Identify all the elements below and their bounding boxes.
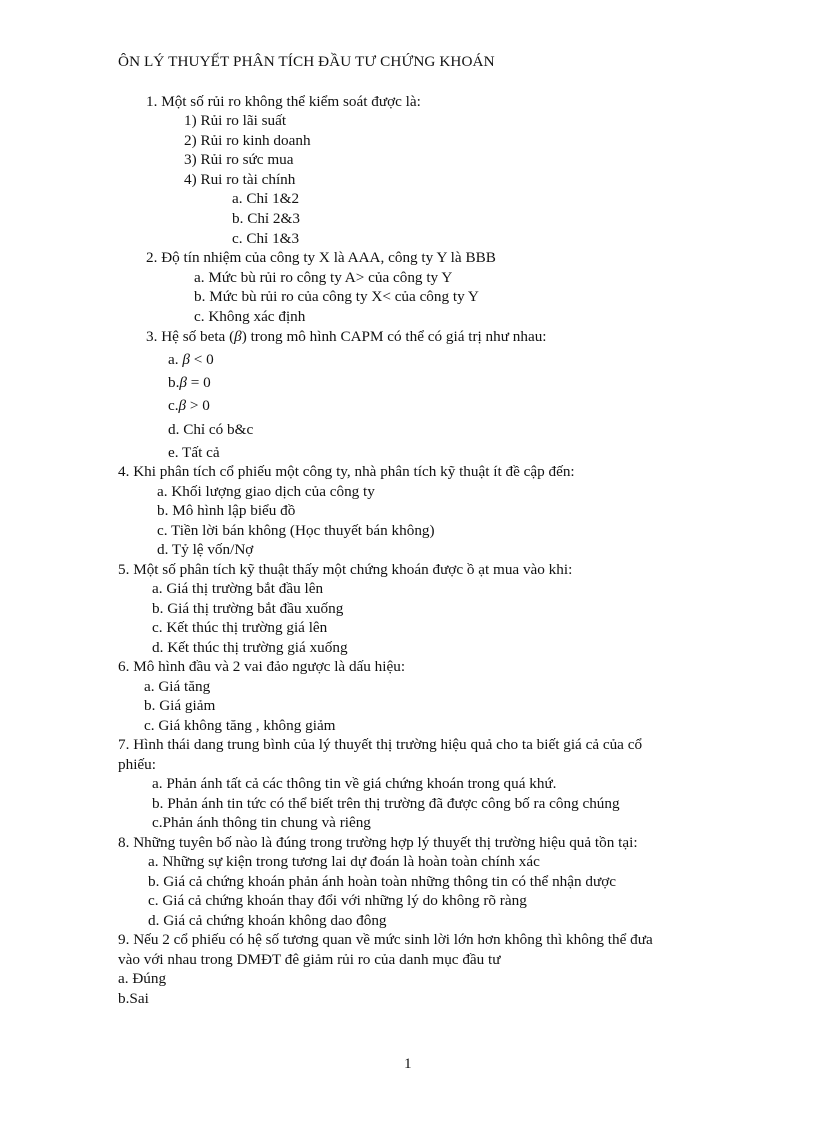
q8-option-d: d. Giá cả chứng khoán không dao đông xyxy=(148,912,387,929)
q7-option-a: a. Phản ánh tất cả các thông tin về giá chứng khoán trong quá khứ. xyxy=(152,775,557,792)
q9-option-b: b.Sai xyxy=(118,990,149,1007)
q1-item-3: 3) Rủi ro sức mua xyxy=(184,151,294,168)
q8-option-a: a. Những sự kiện trong tương lai dự đoán là hoàn toàn chính xác xyxy=(148,853,540,870)
beta-symbol: β xyxy=(178,397,187,414)
q1-item-1: 1) Rủi ro lãi suất xyxy=(184,112,287,129)
q1-option-c: c. Chỉ 1&3 xyxy=(232,230,300,247)
question-6: 6. Mô hình đầu và 2 vai đảo ngược là dấu hiệu: xyxy=(118,658,406,675)
q4-option-a: a. Khối lượng giao dịch của công ty xyxy=(157,483,375,500)
question-2: 2. Độ tín nhiệm của công ty X là AAA, công ty Y là BBB xyxy=(146,249,496,266)
question-3 xyxy=(146,327,547,346)
q3-option-a-label: a. xyxy=(168,351,179,368)
beta-symbol: β xyxy=(179,374,187,391)
q3-option-d: d. Chỉ có b&c xyxy=(168,421,254,438)
q3-suffix: ) trong mô hình CAPM có thể có giá trị như nhau: xyxy=(241,328,547,345)
question-4: 4. Khi phân tích cổ phiếu một công ty, nhà phân tích kỹ thuật ít đề cập đến: xyxy=(118,463,575,480)
q3-option-b-label: b. xyxy=(168,374,180,391)
q2-option-b: b. Mức bù rủi ro của công ty X< của công ty Y xyxy=(194,288,479,305)
q3-option-b-math: = 0 xyxy=(186,374,211,391)
q3-option-b xyxy=(168,373,211,392)
q4-option-d: d. Tỷ lệ vốn/Nợ xyxy=(157,541,254,558)
q3-option-a xyxy=(168,350,214,369)
q5-option-c: c. Kết thúc thị trường giá lên xyxy=(152,619,328,636)
q3-prefix: 3. Hệ số beta ( xyxy=(146,328,235,345)
q3-option-e: e. Tất cả xyxy=(168,444,220,461)
q5-option-d: d. Kết thúc thị trường giá xuống xyxy=(152,639,348,656)
q4-option-c: c. Tiền lời bán không (Học thuyết bán không) xyxy=(157,522,435,539)
q8-option-c: c. Giá cả chứng khoán thay đổi với những lý do không rõ ràng xyxy=(148,892,527,909)
q1-item-4: 4) Rui ro tài chính xyxy=(184,171,296,188)
q6-option-a: a. Giá tăng xyxy=(144,678,211,695)
question-7-line-2: phiếu: xyxy=(118,756,156,773)
q6-option-c: c. Giá không tăng , không giảm xyxy=(144,717,336,734)
q3-option-a-math: < 0 xyxy=(189,351,214,368)
q4-option-b: b. Mô hình lập biểu đồ xyxy=(157,502,296,519)
q9-option-a: a. Đúng xyxy=(118,970,167,987)
page-number: 1 xyxy=(404,1055,412,1072)
q2-option-c: c. Không xác định xyxy=(194,308,306,325)
beta-symbol: β xyxy=(234,328,242,345)
q1-option-a: a. Chỉ 1&2 xyxy=(232,190,300,207)
q3-option-c xyxy=(168,396,210,415)
q7-option-b: b. Phản ánh tin tức có thể biết trên thị trường đã được công bố ra công chúng xyxy=(152,795,620,812)
q3-option-c-label: c. xyxy=(168,397,179,414)
q7-option-c: c.Phản ánh thông tin chung và riêng xyxy=(152,814,371,831)
q2-option-a: a. Mức bù rủi ro công ty A> của công ty Y xyxy=(194,269,453,286)
q6-option-b: b. Giá giảm xyxy=(144,697,216,714)
question-7-line-1: 7. Hình thái dang trung bình của lý thuyết thị trường hiệu quả cho ta biết giá cả của cổ xyxy=(118,736,643,753)
q8-option-b: b. Giá cả chứng khoán phản ánh hoàn toàn những thông tin có thể nhận dược xyxy=(148,873,616,890)
question-9-line-1: 9. Nếu 2 cổ phiếu có hệ số tương quan về mức sinh lời lớn hơn không thì không thể đưa xyxy=(118,931,653,948)
q5-option-b: b. Giá thị trường bắt đầu xuống xyxy=(152,600,344,617)
q5-option-a: a. Giá thị trường bắt đầu lên xyxy=(152,580,324,597)
question-9-line-2: vào với nhau trong DMĐT đê giảm rủi ro của danh mục đầu tư xyxy=(118,951,501,968)
q1-option-b: b. Chỉ 2&3 xyxy=(232,210,300,227)
title: ÔN LÝ THUYẾT PHÂN TÍCH ĐẦU TƯ CHỨNG KHOÁN xyxy=(118,53,495,70)
beta-symbol: β xyxy=(182,351,190,368)
question-8: 8. Những tuyên bố nào là đúng trong trường hợp lý thuyết thị trường hiệu quả tồn tại: xyxy=(118,834,638,851)
question-1: 1. Một số rủi ro không thể kiểm soát được là: xyxy=(146,93,421,110)
q1-item-2: 2) Rủi ro kinh doanh xyxy=(184,132,311,149)
question-5: 5. Một số phân tích kỹ thuật thấy một chứng khoán được ồ ạt mua vào khi: xyxy=(118,561,573,578)
q3-option-c-math: > 0 xyxy=(186,397,210,414)
